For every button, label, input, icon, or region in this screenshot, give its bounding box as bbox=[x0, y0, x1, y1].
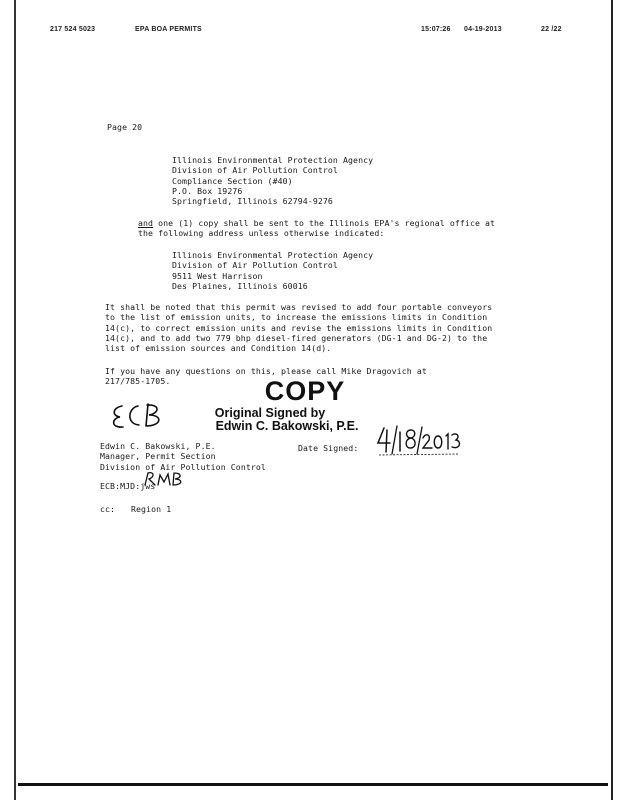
date-signed-label: Date Signed: bbox=[298, 443, 359, 453]
address-regional-office bbox=[172, 250, 373, 291]
signer-stamp: Edwin C. Bakowski, P.E. bbox=[215, 419, 359, 433]
original-signed-by-stamp: Original Signed by bbox=[214, 406, 326, 420]
cc-label: cc: bbox=[100, 504, 116, 514]
paragraph-line: to the list of emission units, to increase the emissions limits in Condition bbox=[105, 312, 488, 323]
address-line: 9511 West Harrison bbox=[172, 270, 263, 281]
fax-phone: 217 524 5023 bbox=[50, 26, 96, 33]
signer-name: Edwin C. Bakowski, P.E. bbox=[100, 441, 216, 451]
address-line: Division of Air Pollution Control bbox=[172, 260, 338, 271]
address-line: Springfield, Illinois 62794-9276 bbox=[172, 196, 333, 207]
page-label: Page 20 bbox=[107, 122, 143, 132]
scan-bottom-edge bbox=[18, 783, 608, 786]
address-line: P.O. Box 19276 bbox=[172, 185, 243, 196]
paragraph-line: It shall be noted that this permit was revised to add four portable conveyors bbox=[105, 302, 493, 312]
regional-intro-line: and one (1) copy shall be sent to the Illinois EPA's regional office at bbox=[138, 218, 496, 228]
fax-time: 15:07:26 bbox=[421, 26, 451, 33]
address-compliance-section bbox=[172, 155, 373, 206]
address-line: Division of Air Pollution Control bbox=[172, 165, 338, 176]
paragraph-line: 14(c), to correct emission units and revise the emissions limits in Condition bbox=[105, 322, 493, 333]
signer-title: Manager, Permit Section bbox=[100, 451, 216, 462]
fax-date: 04-19-2013 bbox=[464, 26, 502, 33]
paragraph-line: list of emission sources and Condition 14(d). bbox=[105, 343, 332, 354]
regional-intro-line: the following address unless otherwise indicated: bbox=[138, 228, 385, 239]
signer-division: Division of Air Pollution Control bbox=[100, 461, 266, 472]
handwritten-date bbox=[375, 424, 465, 458]
revision-note bbox=[105, 302, 492, 353]
paragraph-line: 217/785-1705. bbox=[105, 376, 171, 387]
address-line: Compliance Section (#40) bbox=[172, 175, 293, 186]
address-line: Des Plaines, Illinois 60016 bbox=[172, 280, 308, 291]
signature-block bbox=[100, 441, 266, 472]
scan-right-edge bbox=[611, 0, 613, 800]
regional-office-intro bbox=[138, 218, 495, 239]
address-line: Illinois Environmental Protection Agency bbox=[172, 155, 374, 165]
and-underlined: and bbox=[138, 218, 154, 228]
scan-left-edge bbox=[14, 0, 16, 800]
fax-header bbox=[0, 26, 617, 38]
address-line: Illinois Environmental Protection Agency bbox=[172, 250, 374, 260]
copy-stamp: COPY bbox=[264, 376, 346, 406]
cc-recipient: Region 1 bbox=[131, 504, 172, 514]
fax-page-count: 22 /22 bbox=[541, 26, 562, 33]
handwritten-initials-signature bbox=[108, 400, 178, 432]
reference-code: ECB:MJD:jws bbox=[100, 481, 156, 491]
fax-sender: EPA BOA PERMITS bbox=[135, 26, 202, 33]
paragraph-line: 14(c), and to add two 779 bhp diesel-fired generators (DG-1 and DG-2) to the bbox=[105, 332, 488, 343]
paragraph-line: If you have any questions on this, please call Mike Dragovich at bbox=[105, 366, 427, 376]
